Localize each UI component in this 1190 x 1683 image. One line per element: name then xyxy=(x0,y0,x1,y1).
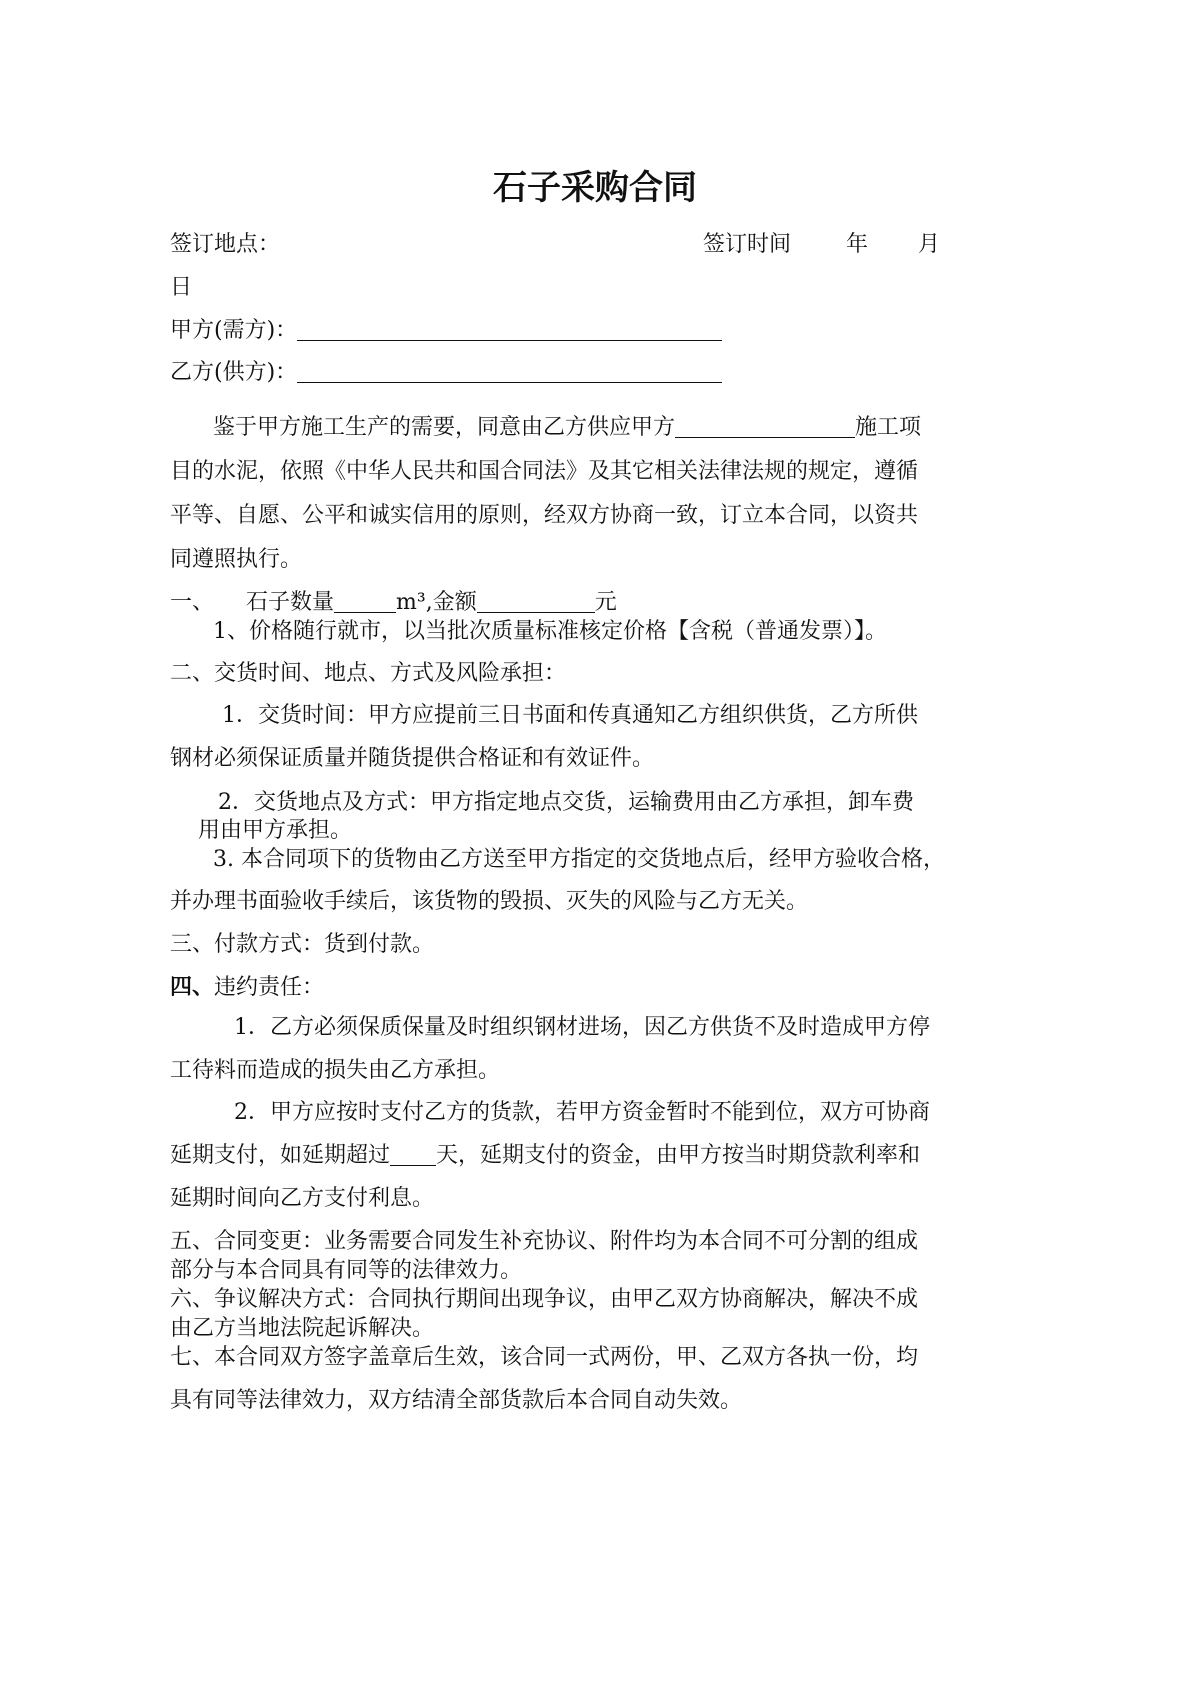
item-text: 延期支付，如延期超过 xyxy=(170,1143,391,1168)
section-4-item-1: 1．乙方必须保质保量及时组织钢材进场，因乙方供货不及时造成甲方停 xyxy=(234,1015,930,1040)
party-b-label: 乙方(供方)： xyxy=(170,360,298,385)
party-b-line xyxy=(170,358,722,388)
days-blank[interactable] xyxy=(390,1143,436,1166)
party-a-blank[interactable] xyxy=(297,318,722,341)
section-4-item-2: 2．甲方应按时支付乙方的货款，若甲方资金暂时不能到位，双方可协商 xyxy=(234,1100,930,1125)
intro-line-4: 同遵照执行。 xyxy=(170,547,303,572)
section-number: 一、 xyxy=(170,590,215,615)
intro-line-2: 目的水泥，依照《中华人民共和国合同法》及其它相关法律法规的规定，遵循 xyxy=(170,459,919,484)
section-1-item-1: 1、价格随行就市，以当批次质量标准核定价格【含税（普通发票）】。 xyxy=(213,619,887,644)
section-number: 四、 xyxy=(170,974,215,1000)
intro-line-3: 平等、自愿、公平和诚实信用的原则，经双方协商一致，订立本合同，以资共 xyxy=(170,503,919,528)
amount-blank[interactable] xyxy=(477,590,595,613)
section-7-line-2: 具有同等法律效力，双方结清全部货款后本合同自动失效。 xyxy=(170,1388,743,1413)
section-label: 违约责任： xyxy=(214,975,325,1000)
section-3-heading: 三、付款方式：货到付款。 xyxy=(170,932,435,957)
section-2-item-3-cont: 并办理书面验收手续后，该货物的毁损、灭失的风险与乙方无关。 xyxy=(170,889,809,914)
signing-year: 年 xyxy=(846,232,869,257)
currency-unit: 元 xyxy=(594,590,617,615)
section-5-line-2: 部分与本合同具有同等的法律效力。 xyxy=(170,1258,523,1283)
section-2-heading: 二、交货时间、地点、方式及风险承担： xyxy=(170,661,567,686)
section-1-line xyxy=(170,588,617,618)
section-4-item-2-line-2 xyxy=(170,1141,920,1171)
section-2-item-2: 2．交货地点及方式：甲方指定地点交货，运输费用由乙方承担，卸车费 xyxy=(218,790,914,815)
section-4-heading xyxy=(170,972,324,1003)
signing-day: 日 xyxy=(170,275,193,300)
signing-month: 月 xyxy=(918,232,941,257)
section-6-line-1: 六、争议解决方式：合同执行期间出现争议，由甲乙双方协商解决，解决不成 xyxy=(170,1287,919,1312)
project-blank[interactable] xyxy=(675,415,855,438)
quantity-blank[interactable] xyxy=(334,590,396,613)
section-5-line-1: 五、合同变更：业务需要合同发生补充协议、附件均为本合同不可分割的组成 xyxy=(170,1229,919,1254)
section-7-line-1: 七、本合同双方签字盖章后生效，该合同一式两份，甲、乙双方各执一份，均 xyxy=(170,1345,919,1370)
amount-label: m³,金额 xyxy=(396,590,477,615)
party-a-label: 甲方(需方)： xyxy=(170,318,298,343)
section-2-item-1-cont: 钢材必须保证质量并随货提供合格证和有效证件。 xyxy=(170,746,655,771)
section-2-item-2-cont: 用由甲方承担。 xyxy=(198,818,353,843)
section-6-line-2: 由乙方当地法院起诉解决。 xyxy=(170,1316,435,1341)
section-4-item-1-cont: 工待料而造成的损失由乙方承担。 xyxy=(170,1058,501,1083)
intro-line-1 xyxy=(213,413,921,443)
section-2-item-1: 1．交货时间：甲方应提前三日书面和传真通知乙方组织供货，乙方所供 xyxy=(222,703,918,728)
section-4-item-2-line-3: 延期时间向乙方支付利息。 xyxy=(170,1186,435,1211)
document-title: 石子采购合同 xyxy=(493,168,697,208)
party-b-blank[interactable] xyxy=(297,360,722,383)
party-a-line xyxy=(170,316,722,346)
quantity-label: 石子数量 xyxy=(246,590,335,615)
intro-text: 施工项 xyxy=(855,415,922,440)
signing-time-label: 签订时间 xyxy=(703,232,792,257)
section-2-item-3: 3. 本合同项下的货物由乙方送至甲方指定的交货地点后，经甲方验收合格， xyxy=(213,847,945,872)
signing-place-label: 签订地点： xyxy=(170,232,281,257)
intro-text: 鉴于甲方施工生产的需要，同意由乙方供应甲方 xyxy=(213,415,676,440)
item-text: 天，延期支付的资金，由甲方按当时期贷款利率和 xyxy=(436,1143,921,1168)
